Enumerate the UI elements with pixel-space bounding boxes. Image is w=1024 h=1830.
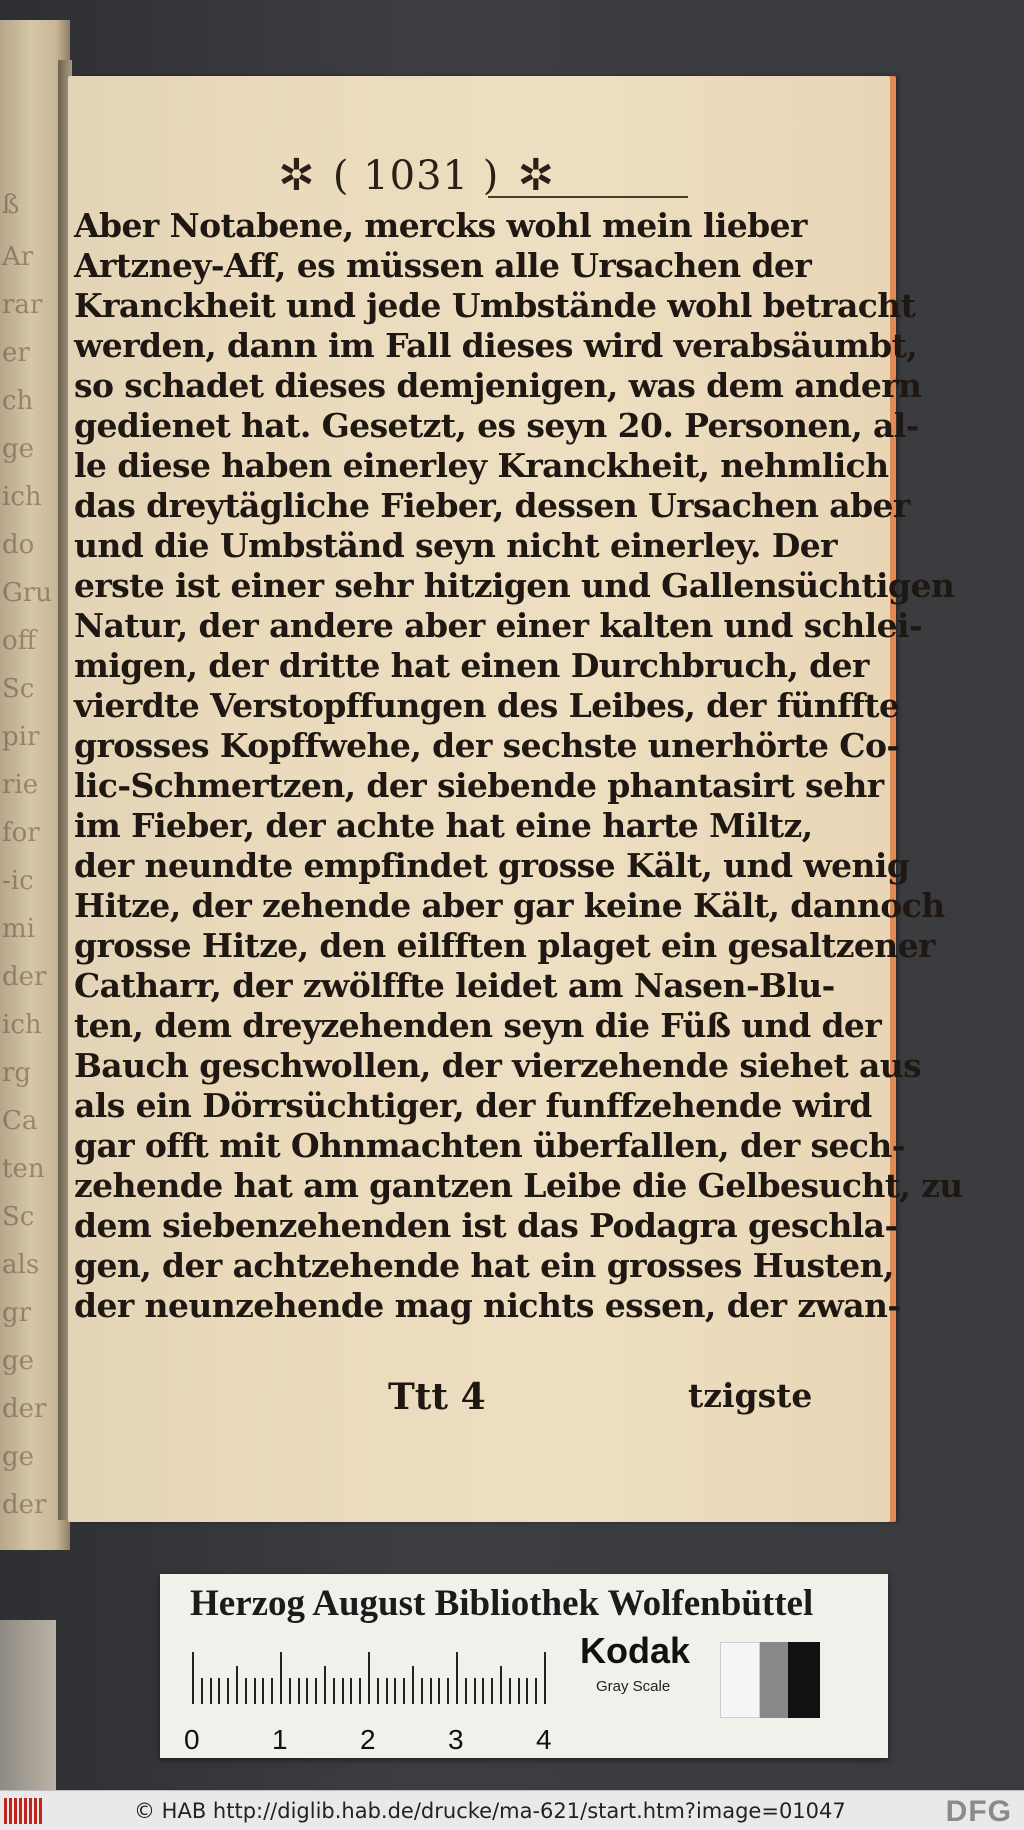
book-spine-label <box>0 1620 56 1790</box>
text-line: vierdte Verstopffungen des Leibes, der fünffte <box>74 686 900 725</box>
black-patch <box>788 1642 820 1718</box>
barcode-logo-icon <box>4 1796 50 1826</box>
text-line: lic-Schmertzen, der siebende phantasirt sehr <box>74 766 884 805</box>
ruler-number: 4 <box>536 1724 552 1755</box>
text-line: werden, dann im Fall dieses wird verabsäumbt, <box>74 326 918 365</box>
copyright-link[interactable]: © HAB http://diglib.hab.de/drucke/ma-621/start.htm?image=01047 <box>134 1798 846 1823</box>
ruler-tick <box>377 1678 379 1704</box>
ruler-tick <box>359 1678 361 1704</box>
ruler-tick <box>403 1678 405 1704</box>
text-line: gen, der achtzehende hat ein grosses Husten, <box>74 1246 894 1285</box>
text-line: das dreytägliche Fieber, dessen Ursachen aber <box>74 486 910 525</box>
ruler-tick <box>412 1666 414 1704</box>
ruler-tick <box>315 1678 317 1704</box>
ruler-tick <box>509 1678 511 1704</box>
facing-page-edge: ß Ar rar er ch ge ich do Gru off Sc pir rie for -ic mi der ich rg Ca ten Sc als gr ge der ge der <box>0 20 70 1550</box>
ruler-number: 2 <box>360 1724 376 1755</box>
ruler-tick <box>280 1652 282 1704</box>
ruler-tick <box>500 1666 502 1704</box>
signature-mark: Ttt 4 <box>388 1376 486 1418</box>
text-line: grosses Kopffwehe, der sechste unerhörte Co- <box>74 726 900 765</box>
ornament-right-icon: ✲ <box>517 150 555 201</box>
text-line: grosse Hitze, den eilfften plaget ein gesaltzener <box>74 926 935 965</box>
ruler-tick <box>210 1678 212 1704</box>
ruler-tick <box>289 1678 291 1704</box>
text-line: erste ist einer sehr hitzigen und Gallensüchtigen <box>74 566 955 605</box>
ruler-tick <box>236 1666 238 1704</box>
ruler-tick <box>430 1678 432 1704</box>
ruler-tick <box>254 1678 256 1704</box>
text-line: Natur, der andere aber einer kalten und schlei- <box>74 606 923 645</box>
text-line: Aber Notabene, mercks wohl mein lieber <box>74 206 807 245</box>
text-line: gar offt mit Ohnmachten überfallen, der sech- <box>74 1126 905 1165</box>
ruler-tick <box>465 1678 467 1704</box>
ruler-tick <box>218 1678 220 1704</box>
text-line: und die Umbständ seyn nicht einerley. Der <box>74 526 837 565</box>
text-line: so schadet dieses demjenigen, was dem andern <box>74 366 922 405</box>
header-rule <box>488 196 688 199</box>
ruler-tick <box>482 1678 484 1704</box>
ruler-tick <box>350 1678 352 1704</box>
ornament-left-icon: ✲ <box>278 150 315 201</box>
ruler-tick <box>526 1678 528 1704</box>
text-line: der neunzehende mag nichts essen, der zwan- <box>74 1286 901 1325</box>
text-line: Kranckheit und jede Umbstände wohl betracht <box>74 286 916 325</box>
library-name: Herzog August Bibliothek Wolfenbüttel <box>190 1583 814 1624</box>
text-line: der neundte empfindet grosse Kält, und wenig <box>74 846 910 885</box>
book-page <box>68 76 963 1522</box>
text-line: im Fieber, der achte hat eine harte Miltz, <box>74 806 813 845</box>
ruler-tick <box>386 1678 388 1704</box>
text-line: gedienet hat. Gesetzt, es seyn 20. Personen, al- <box>74 406 919 445</box>
ruler-tick <box>306 1678 308 1704</box>
ruler-tick <box>491 1678 493 1704</box>
ruler-tick <box>333 1678 335 1704</box>
viewer-footer <box>0 1790 1024 1830</box>
ruler-tick <box>474 1678 476 1704</box>
ruler-tick <box>447 1678 449 1704</box>
ruler-tick <box>342 1678 344 1704</box>
color-target-card <box>160 1574 888 1758</box>
ruler-tick <box>421 1678 423 1704</box>
catchword: tzigste <box>688 1376 813 1415</box>
ruler-tick <box>245 1678 247 1704</box>
white-patch <box>720 1642 760 1718</box>
ruler-tick <box>324 1666 326 1704</box>
ruler-number: 3 <box>448 1724 464 1755</box>
ruler-tick <box>298 1678 300 1704</box>
text-line: ten, dem dreyzehenden seyn die Füß und der <box>74 1006 882 1045</box>
ruler-tick <box>368 1652 370 1704</box>
gray-scale-label: Gray Scale <box>596 1678 671 1695</box>
kodak-logo: Kodak <box>580 1630 691 1671</box>
ruler-tick <box>262 1678 264 1704</box>
gray-patch <box>760 1642 788 1718</box>
text-line: Hitze, der zehende aber gar keine Kält, dannoch <box>74 886 945 925</box>
text-line: Artzney-Aff, es müssen alle Ursachen der <box>74 246 812 285</box>
ruler-tick <box>544 1652 546 1704</box>
dfg-logo: DFG <box>945 1795 1012 1828</box>
text-line: Bauch geschwollen, der vierzehende siehet aus <box>74 1046 922 1085</box>
text-line: migen, der dritte hat einen Durchbruch, der <box>74 646 869 685</box>
text-line: le diese haben einerley Kranckheit, nehmlich <box>74 446 889 485</box>
ruler-tick <box>271 1678 273 1704</box>
text-line: als ein Dörrsüchtiger, der funffzehende wird <box>74 1086 872 1125</box>
ruler-number: 0 <box>184 1724 200 1755</box>
ruler-tick <box>227 1678 229 1704</box>
text-line: Catharr, der zwölffte leidet am Nasen-Blu- <box>74 966 835 1005</box>
page-footer-line <box>68 1376 813 1420</box>
ruler-tick <box>394 1678 396 1704</box>
text-line: dem siebenzehenden ist das Podagra geschla- <box>74 1206 898 1245</box>
ruler-tick <box>456 1652 458 1704</box>
ruler-number: 1 <box>272 1724 288 1755</box>
page-number: ( 1031 ) <box>332 153 500 199</box>
ruler-tick <box>438 1678 440 1704</box>
ruler-tick <box>535 1678 537 1704</box>
ruler-tick <box>518 1678 520 1704</box>
ruler-tick <box>192 1652 194 1704</box>
body-text <box>74 206 963 1326</box>
ruler-tick <box>201 1678 203 1704</box>
text-line: zehende hat am gantzen Leibe die Gelbesucht, zu <box>74 1166 963 1205</box>
